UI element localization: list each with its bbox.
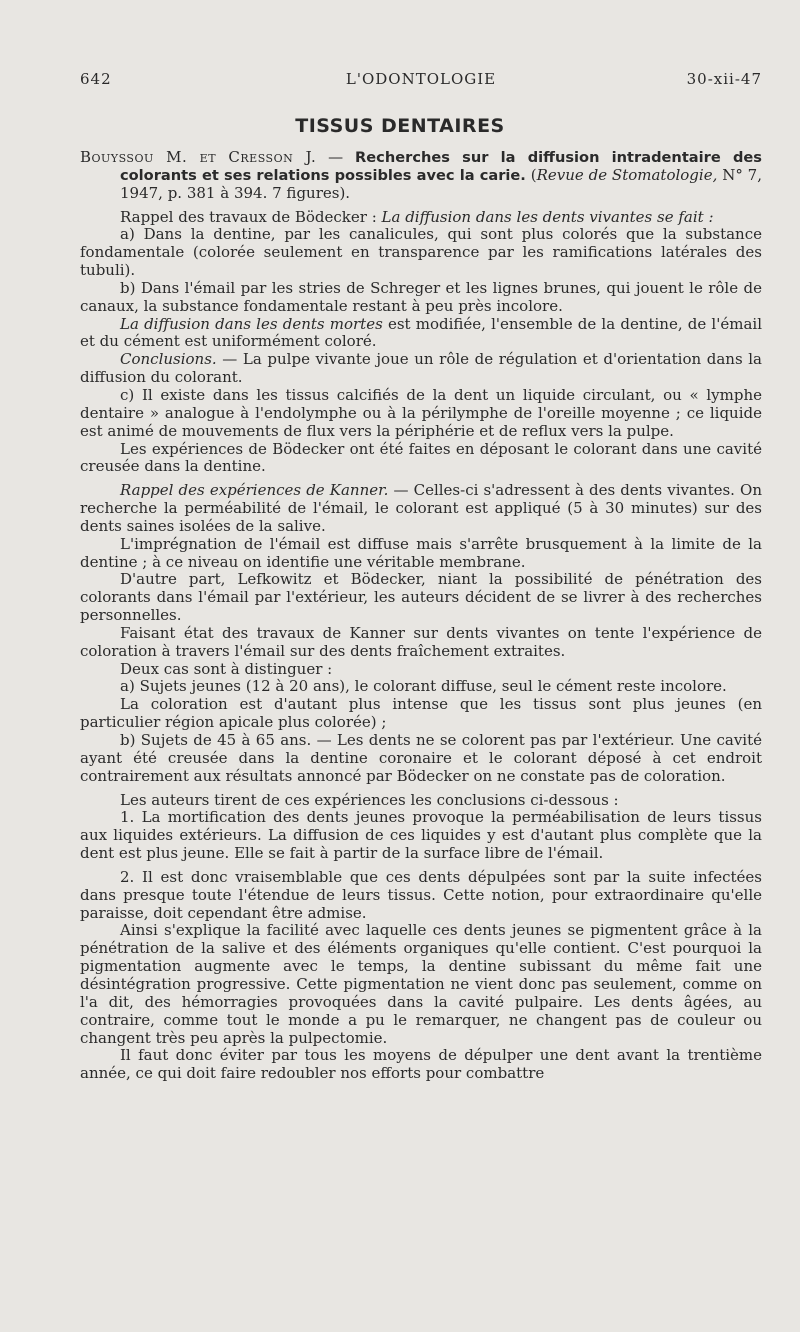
paragraph: Les expériences de Bödecker ont été faites en déposant le colorant dans une cavité creusée dans la dentine. (80, 439, 762, 476)
paragraph: b) Sujets de 45 à 65 ans. — Les dents ne se colorent pas par l'extérieur. Une cavité ayant été creusée dans la dentine coronaire et le colorant déposé à cet endroit contrairement aux résultats annoncé par Bödecker on ne constate pas de coloration. (80, 731, 762, 785)
paragraph: 2. Il est donc vraisemblable que ces dents dépulpées sont par la suite infectées dans presque toute l'étendue de leurs tissus. Cette notion, pour extraordinaire qu'elle paraisse, doit cependant être admise. (80, 867, 762, 922)
paragraph (80, 351, 762, 387)
issue-date: 30-xii-47 (686, 70, 762, 88)
text-run-italic: Conclusions. (120, 350, 217, 369)
reference-article-title: Recherches sur la diffusion intradentaire des colorants et ses relations possibles avec la carie. (120, 149, 762, 184)
paragraph: Ainsi s'explique la facilité avec laquelle ces dents jeunes se pigmentent grâce à la pénétration de la salive et des éléments organiques qu'elle contient. C'est pourquoi la pigmentation augmente avec le temps, la dentine subissant du même fait une désintégration progressive. Cette pigmentation ne vient donc pas seulement, comme on l'a dit, des hémorragies provoquées dans la cavité pulpaire. Les dents âgées, au contraire, comme tout le monde a pu le remarquer, ne changent pas de couleur ou changent très peu après la pulpectomie. (80, 921, 762, 1047)
paragraph: Il faut donc éviter par tous les moyens de dépulper une dent avant la trentième année, ce qui doit faire redoubler nos efforts pour combattre (80, 1046, 762, 1083)
page-number: 642 (80, 70, 112, 88)
reference-details: N° 7, 1947, p. 381 à 394. 7 figures). (120, 165, 762, 202)
reference-journal: Revue de Stomatologie, (536, 165, 718, 184)
text-run-italic: La diffusion dans les dents vivantes se fait : (381, 207, 714, 226)
reference-authors: Bouyssou M. et Cresson J. (80, 148, 317, 166)
text-run: est modifiée, l'ensemble de la dentine, de l'émail et du cément est uniformément coloré. (80, 314, 762, 351)
paragraph: a) Sujets jeunes (12 à 20 ans), le colorant diffuse, seul le cément reste incolore. (120, 677, 727, 696)
reference-paren: ( (525, 165, 537, 184)
article-body (80, 149, 762, 1083)
paragraph: b) Dans l'émail par les stries de Schreger et les lignes brunes, qui jouent le rôle de canaux, la substance fondamentale restant à peu près incolore. (80, 278, 762, 315)
paragraph: c) Il existe dans les tissus calcifiés de la dent un liquide circulant, ou « lymphe dentaire » analogue à l'endolymphe ou à la périlymphe de l'oreille moyenne ; ce liquide est animé de mouvements de flux vers la périphérie et de reflux vers la pulpe. (80, 385, 762, 440)
reference-dash: — (316, 148, 356, 166)
text-run-italic: La diffusion dans les dents mortes (120, 314, 383, 333)
reference-citation (80, 149, 762, 203)
paragraph: Les auteurs tirent de ces expériences les conclusions ci-dessous : (120, 790, 619, 809)
paragraph (80, 316, 762, 352)
paragraph: D'autre part, Lefkowitz et Bödecker, niant la possibilité de pénétration des colorants dans l'émail par l'extérieur, les auteurs décident de se livrer à des recherches personnelles. (80, 570, 762, 625)
journal-title: L'ODONTOLOGIE (345, 70, 497, 88)
paragraph: L'imprégnation de l'émail est diffuse mais s'arrête brusquement à la limite de la dentine ; à ce niveau on identifie une véritable membrane. (80, 534, 762, 571)
section-title: TISSUS DENTAIRES (295, 115, 505, 137)
paragraph (80, 482, 762, 536)
text-run: — La pulpe vivante joue un rôle de régulation et d'orientation dans la diffusion du colorant. (80, 350, 762, 387)
paragraph: a) Dans la dentine, par les canalicules, qui sont plus colorés que la substance fondamentale (colorée seulement en transparence par les ramifications latérales des tubuli). (80, 225, 762, 280)
text-run: Rappel des travaux de Bödecker : (120, 207, 382, 226)
running-header (80, 70, 762, 92)
text-run-italic: Rappel des expériences de Kanner. (120, 481, 389, 500)
paragraph: 1. La mortification des dents jeunes provoque la perméabilisation de leurs tissus aux liquides extérieurs. La diffusion de ces liquides y est d'autant plus complète que la dent est plus jeune. Elle se fait à partir de la surface libre de l'émail. (80, 808, 762, 863)
paragraph (80, 209, 762, 227)
paragraph: Deux cas sont à distinguer : (120, 659, 333, 678)
paragraph: La coloration est d'autant plus intense que les tissus sont plus jeunes (en particulier région apicale plus colorée) ; (80, 695, 762, 732)
paragraph: Faisant état des travaux de Kanner sur dents vivantes on tente l'expérience de coloration à travers l'émail sur des dents fraîchement extraites. (80, 623, 762, 660)
text-run: — Celles-ci s'adressent à des dents vivantes. On recherche la perméabilité de l'émail, le colorant est appliqué (5 à 30 minutes) sur des dents saines isolées de la salive. (80, 481, 762, 535)
